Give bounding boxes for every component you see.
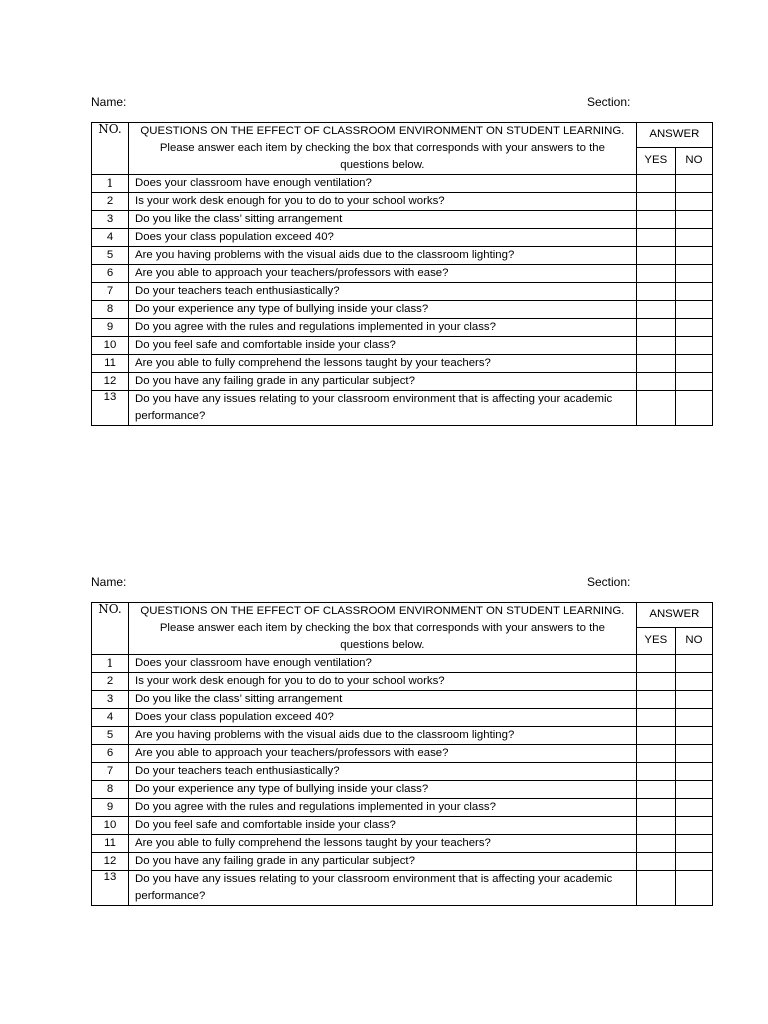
no-checkbox[interactable] [675,727,712,745]
header-no: NO. [92,123,129,175]
table-row [92,691,713,709]
yes-checkbox[interactable] [636,193,675,211]
row-number: 11 [92,355,129,373]
no-checkbox[interactable] [675,835,712,853]
question-text: Does your classroom have enough ventilation? [129,175,637,193]
row-number: 6 [92,265,129,283]
header-question: QUESTIONS ON THE EFFECT OF CLASSROOM ENVIRONMENT ON STUDENT LEARNING. Please answer each item by checking the box that corresponds with your answers to the questions below. [129,603,637,655]
no-checkbox[interactable] [675,391,712,426]
yes-checkbox[interactable] [636,301,675,319]
row-number: 13 [92,391,129,426]
question-text: Do you have any failing grade in any particular subject? [129,853,637,871]
yes-checkbox[interactable] [636,175,675,193]
section-label: Section: [587,95,631,109]
row-number: 12 [92,373,129,391]
yes-checkbox[interactable] [636,265,675,283]
yes-checkbox[interactable] [636,655,675,673]
question-text: Do you agree with the rules and regulations implemented in your class? [129,319,637,337]
table-row [92,319,713,337]
yes-checkbox[interactable] [636,763,675,781]
question-text: Does your classroom have enough ventilation? [129,655,637,673]
yes-checkbox[interactable] [636,337,675,355]
question-text: Is your work desk enough for you to do to your school works? [129,193,637,211]
row-number: 10 [92,817,129,835]
table-row [92,229,713,247]
row-number: 2 [92,673,129,691]
yes-checkbox[interactable] [636,853,675,871]
question-text: Do your teachers teach enthusiastically? [129,763,637,781]
yes-checkbox[interactable] [636,319,675,337]
question-text: Are you having problems with the visual aids due to the classroom lighting? [129,727,637,745]
row-number: 2 [92,193,129,211]
row-number: 5 [92,247,129,265]
row-number: 8 [92,301,129,319]
row-number: 6 [92,745,129,763]
table-row [92,727,713,745]
no-checkbox[interactable] [675,211,712,229]
yes-checkbox[interactable] [636,871,675,906]
row-number: 5 [92,727,129,745]
question-text: Are you able to fully comprehend the lessons taught by your teachers? [129,835,637,853]
no-checkbox[interactable] [675,373,712,391]
yes-checkbox[interactable] [636,391,675,426]
name-label: Name: [91,575,127,589]
yes-checkbox[interactable] [636,799,675,817]
no-checkbox[interactable] [675,655,712,673]
row-number: 7 [92,763,129,781]
header-answer: ANSWER [636,603,712,628]
row-number: 10 [92,337,129,355]
question-text: Do you feel safe and comfortable inside your class? [129,817,637,835]
table-row [92,781,713,799]
header-no-answer: NO [675,147,712,174]
table-row [92,337,713,355]
question-text: Do you feel safe and comfortable inside your class? [129,337,637,355]
question-text: Do you agree with the rules and regulations implemented in your class? [129,799,637,817]
question-text: Does your class population exceed 40? [129,709,637,727]
question-text: Are you able to fully comprehend the lessons taught by your teachers? [129,355,637,373]
table-row [92,655,713,673]
yes-checkbox[interactable] [636,355,675,373]
table-row [92,391,713,426]
yes-checkbox[interactable] [636,781,675,799]
question-text: Do you have any issues relating to your classroom environment that is affecting your academic performance? [129,391,637,426]
row-number: 8 [92,781,129,799]
no-checkbox[interactable] [675,871,712,906]
row-number: 3 [92,691,129,709]
question-text: Do you have any issues relating to your classroom environment that is affecting your academic performance? [129,871,637,906]
yes-checkbox[interactable] [636,247,675,265]
table-row [92,835,713,853]
table-row [92,175,713,193]
no-checkbox[interactable] [675,265,712,283]
question-text: Do your experience any type of bullying inside your class? [129,301,637,319]
question-text: Are you having problems with the visual aids due to the classroom lighting? [129,247,637,265]
table-row [92,745,713,763]
no-checkbox[interactable] [675,781,712,799]
question-text: Do you have any failing grade in any particular subject? [129,373,637,391]
no-checkbox[interactable] [675,229,712,247]
table-row [92,871,713,906]
no-checkbox[interactable] [675,283,712,301]
name-label: Name: [91,95,127,109]
question-text: Do you like the class’ sitting arrangement [129,691,637,709]
no-checkbox[interactable] [675,673,712,691]
row-number: 9 [92,799,129,817]
row-number: 11 [92,835,129,853]
table-row [92,283,713,301]
table-row [92,799,713,817]
no-checkbox[interactable] [675,301,712,319]
header-answer: ANSWER [636,123,712,148]
yes-checkbox[interactable] [636,745,675,763]
header-no: NO. [92,603,129,655]
no-checkbox[interactable] [675,175,712,193]
table-row [92,373,713,391]
table-row [92,247,713,265]
no-checkbox[interactable] [675,799,712,817]
question-text: Are you able to approach your teachers/professors with ease? [129,745,637,763]
no-checkbox[interactable] [675,745,712,763]
table-row [92,763,713,781]
header-yes: YES [636,627,675,654]
yes-checkbox[interactable] [636,211,675,229]
yes-checkbox[interactable] [636,727,675,745]
no-checkbox[interactable] [675,193,712,211]
header-no-answer: NO [675,627,712,654]
row-number: 1 [92,655,129,673]
yes-checkbox[interactable] [636,709,675,727]
row-number: 3 [92,211,129,229]
no-checkbox[interactable] [675,247,712,265]
table-row [92,817,713,835]
header-question: QUESTIONS ON THE EFFECT OF CLASSROOM ENVIRONMENT ON STUDENT LEARNING. Please answer each item by checking the box that corresponds with your answers to the questions below. [129,123,637,175]
section-label: Section: [587,575,631,589]
question-text: Is your work desk enough for you to do to your school works? [129,673,637,691]
yes-checkbox[interactable] [636,229,675,247]
table-row [92,301,713,319]
table-row [92,193,713,211]
yes-checkbox[interactable] [636,673,675,691]
row-number: 13 [92,871,129,906]
question-text: Does your class population exceed 40? [129,229,637,247]
yes-checkbox[interactable] [636,691,675,709]
questionnaire-table [91,122,713,426]
table-row [92,709,713,727]
table-row [92,211,713,229]
no-checkbox[interactable] [675,853,712,871]
table-row [92,673,713,691]
no-checkbox[interactable] [675,337,712,355]
row-number: 12 [92,853,129,871]
question-text: Do you like the class’ sitting arrangement [129,211,637,229]
questionnaire-table [91,602,713,906]
question-text: Do your experience any type of bullying inside your class? [129,781,637,799]
yes-checkbox[interactable] [636,283,675,301]
table-row [92,265,713,283]
row-number: 7 [92,283,129,301]
question-text: Do your teachers teach enthusiastically? [129,283,637,301]
no-checkbox[interactable] [675,709,712,727]
row-number: 9 [92,319,129,337]
table-row [92,355,713,373]
header-yes: YES [636,147,675,174]
table-row [92,853,713,871]
row-number: 4 [92,229,129,247]
no-checkbox[interactable] [675,319,712,337]
yes-checkbox[interactable] [636,835,675,853]
no-checkbox[interactable] [675,763,712,781]
no-checkbox[interactable] [675,355,712,373]
yes-checkbox[interactable] [636,817,675,835]
row-number: 1 [92,175,129,193]
row-number: 4 [92,709,129,727]
question-text: Are you able to approach your teachers/professors with ease? [129,265,637,283]
no-checkbox[interactable] [675,817,712,835]
yes-checkbox[interactable] [636,373,675,391]
no-checkbox[interactable] [675,691,712,709]
